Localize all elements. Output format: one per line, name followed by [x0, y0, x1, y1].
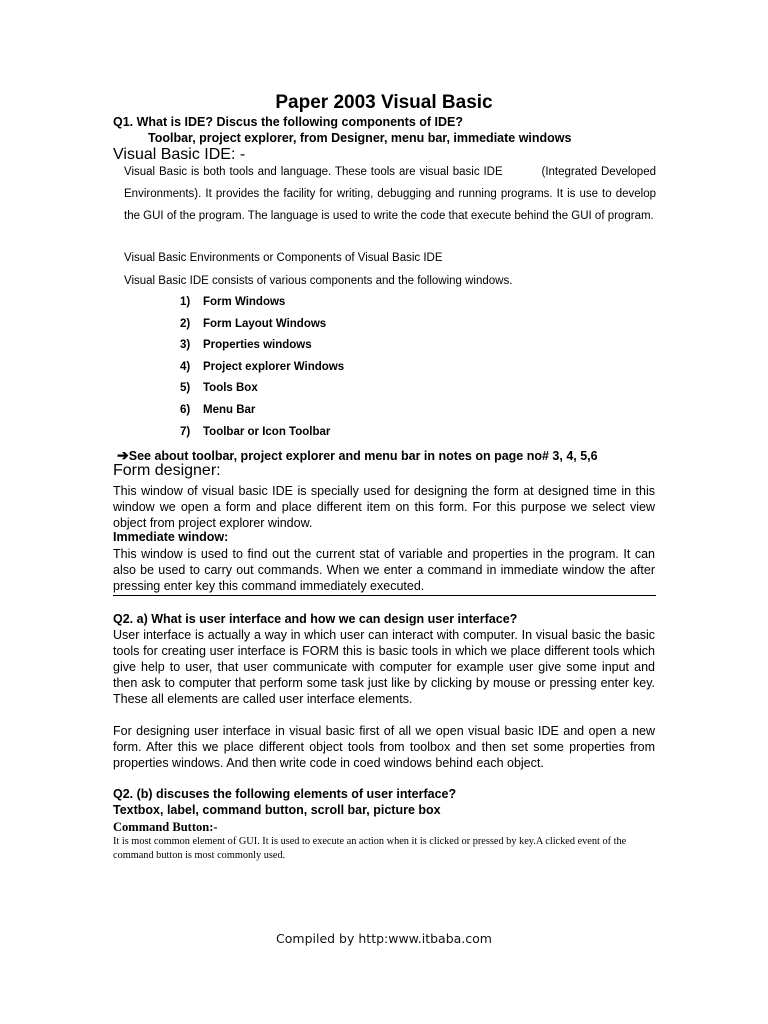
page-title: Paper 2003 Visual Basic	[275, 92, 493, 113]
vb-ide-consists: Visual Basic IDE consists of various components and the following windows.	[124, 275, 513, 287]
q2a-paragraph-1: User interface is actually a way in which user can interact with computer. In visual basic the basic tools for creating user interface is FORM this is basic tools in which we place different tools which give help to user, that user communicate with computer for example user give some input and then ask to computer that perform some task just like by clicking by mouse or pressing enter key. These all elements are called user interface elements.	[113, 628, 655, 706]
q2b-question: Q2. (b) discuses the following elements of user interface?	[113, 787, 457, 801]
list-item	[180, 357, 344, 379]
see-note-text: See about toolbar, project explorer and menu bar in notes on page no# 3, 4, 5,6	[128, 449, 598, 463]
list-item	[180, 314, 344, 336]
command-button-text: It is most common element of GUI. It is used to execute an action when it is clicked or pressed by key.A clicked event of the command button is most commonly used.	[113, 836, 627, 861]
list-number: 3)	[180, 339, 191, 352]
list-label: Form Layout Windows	[203, 317, 327, 330]
q2a-paragraph-2: For designing user interface in visual basic first of all we open visual basic IDE and open a new form. After this we place different object tools from toolbox and then set some properties from properties windows. And then write code in coed windows behind each object.	[113, 724, 655, 770]
list-item	[180, 378, 344, 400]
list-item	[180, 335, 344, 357]
list-label: Toolbar or Icon Toolbar	[203, 425, 331, 438]
list-number: 6)	[180, 403, 191, 416]
q2a-question: Q2. a) What is user interface and how we can design user interface?	[113, 612, 518, 626]
command-button-heading: Command Button:-	[113, 820, 218, 834]
list-number: 4)	[180, 360, 191, 373]
vb-ide-environments: Visual Basic Environments or Components of Visual Basic IDE	[124, 252, 443, 264]
list-label: Form Windows	[203, 296, 286, 308]
list-label: Project explorer Windows	[203, 360, 345, 373]
section-divider	[113, 595, 656, 596]
list-number: 5)	[180, 382, 191, 395]
form-designer-text: This window of visual basic IDE is specially used for designing the form at designed time in this window we open a form and place different item on this form. For this purpose we select view object from project explorer window.	[113, 484, 655, 530]
list-number: 7)	[180, 425, 191, 438]
page-footer: Compiled by http:www.itbaba.com	[276, 931, 492, 946]
list-item	[180, 422, 344, 444]
list-item	[180, 292, 344, 314]
ide-windows-list	[180, 292, 344, 443]
immediate-window-text: This window is used to find out the current stat of variable and properties in the program. It can also be used to carry out commands. When we enter a command in immediate window the after pressing enter key this command immediately executed.	[113, 547, 655, 593]
list-label: Menu Bar	[203, 403, 256, 416]
form-designer-heading: Form designer:	[113, 462, 221, 479]
q1-question: Q1. What is IDE? Discus the following components of IDE?	[113, 115, 464, 129]
list-label: Tools Box	[203, 382, 258, 395]
list-item	[180, 400, 344, 422]
list-label: Properties windows	[203, 339, 312, 352]
list-number: 2)	[180, 317, 191, 330]
right-arrow-icon: ➔	[117, 447, 129, 463]
q1-components: Toolbar, project explorer, from Designer, menu bar, immediate windows	[148, 131, 572, 145]
immediate-window-heading: Immediate window:	[113, 530, 229, 544]
vb-ide-intro: Visual Basic is both tools and language. These tools are visual basic IDE (Integrated Developed Environments). It provides the facility for writing, debugging and running programs. It is use to develop the GUI of the program. The language is used to write the code that execute behind the GUI of program.	[124, 166, 660, 222]
vb-ide-heading: Visual Basic IDE: -	[113, 146, 246, 163]
list-number: 1)	[180, 296, 191, 308]
q2b-elements: Textbox, label, command button, scroll bar, picture box	[113, 803, 441, 817]
